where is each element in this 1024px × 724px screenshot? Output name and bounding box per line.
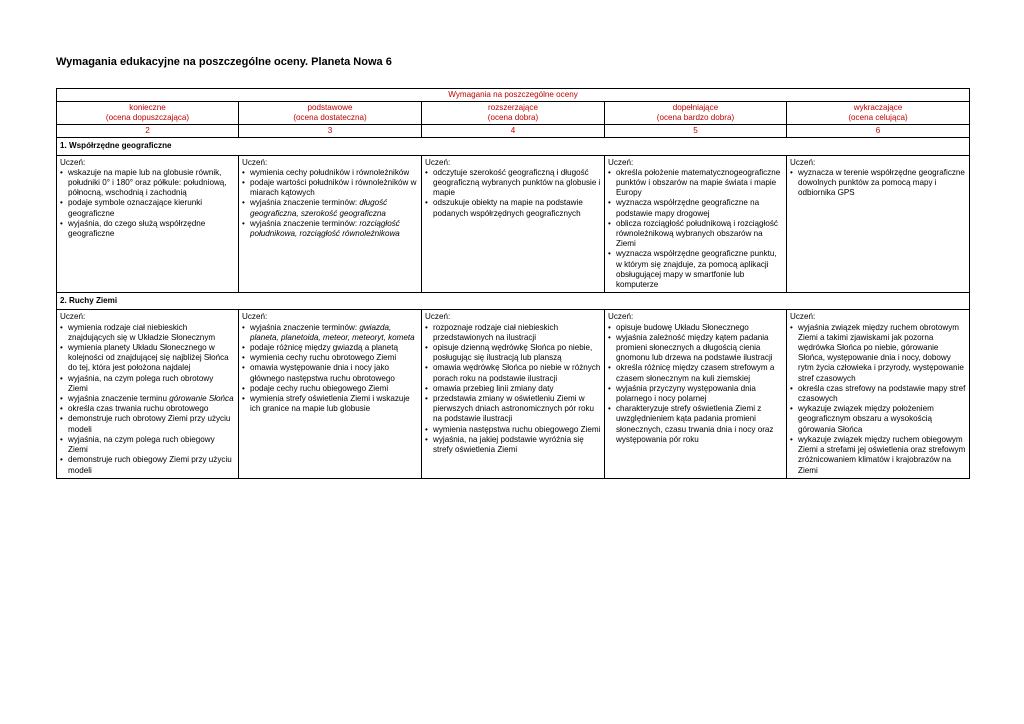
item-text: wykazuje związek między ruchem obiegowym Ziemi a strefami jej oświetlenia oraz strefowym zróżnicowaniem klimatów i krajobrazów na Ziemi xyxy=(798,434,966,475)
list-item xyxy=(425,394,601,425)
item-text: wymienia cechy ruchu obrotowego Ziemi xyxy=(250,353,397,363)
item-text: odszukuje obiekty na mapie na podstawie podanych współrzędnych geograficznych xyxy=(433,198,583,218)
cell-intro: Uczeń: xyxy=(60,312,86,322)
level-name: wykraczające xyxy=(853,103,903,113)
requirements-cell xyxy=(605,155,787,293)
requirements-list xyxy=(790,323,966,476)
cell-intro: Uczeń: xyxy=(790,312,816,322)
item-text: opisuje budowę Układu Słonecznego xyxy=(616,322,749,332)
item-text: demonstruje ruch obiegowy Ziemi przy użyciu modeli xyxy=(68,455,232,475)
item-text: wyznacza w terenie współrzędne geograficzne dowolnych punktów za pomocą mapy i odbiornika GPS xyxy=(798,167,965,198)
document-title: Wymagania edukacyjne na poszczególne oceny. Planeta Nowa 6 xyxy=(56,56,392,68)
grade-number: 6 xyxy=(787,125,970,138)
requirements-row xyxy=(57,310,970,478)
list-item xyxy=(608,384,783,404)
level-name: konieczne xyxy=(129,103,166,113)
list-item xyxy=(608,323,783,333)
list-item xyxy=(60,414,235,434)
list-item xyxy=(242,384,418,394)
item-text: podaje wartości południków i równoleżników w miarach kątowych xyxy=(250,178,417,198)
item-text: wyjaśnia zależność między kątem padania promieni słonecznych a długością cienia gnomonu lub drzewa na podstawie ilustracji xyxy=(616,332,773,363)
list-item xyxy=(60,455,235,475)
item-text: wyjaśnia związek między ruchem obrotowym Ziemi a takimi zjawiskami jak pozorna wędrówka Słońca po niebie, górowanie Słońca, występowanie dnia i nocy, dobowy rytm życia człowieka i przyrody, występowanie stref czasowych xyxy=(798,322,964,383)
item-text: wyjaśnia znaczenie terminów: xyxy=(250,198,358,208)
list-item xyxy=(608,333,783,364)
requirements-cell xyxy=(787,155,970,293)
grade-number: 4 xyxy=(422,125,605,138)
list-item xyxy=(60,198,235,218)
list-item xyxy=(608,363,783,383)
level-grade: (ocena bardzo dobra) xyxy=(656,113,735,123)
level-name: rozszerzające xyxy=(488,103,538,113)
section-title-row xyxy=(57,293,970,310)
item-text: wymienia cechy południków i równoleżników xyxy=(250,167,410,177)
item-text: oblicza rozciągłość południkową i rozciągłość równoleżnikową wybranych obszarów na Ziemi xyxy=(616,218,778,249)
item-text: wymienia następstwa ruchu obiegowego Ziemi xyxy=(433,424,601,434)
level-name: dopełniające xyxy=(672,103,719,113)
requirements-cell xyxy=(787,310,970,478)
list-item xyxy=(790,384,966,404)
item-text: wyjaśnia znaczenie terminów: xyxy=(250,218,358,228)
requirements-list xyxy=(608,323,783,445)
list-item xyxy=(425,384,601,394)
list-item xyxy=(425,425,601,435)
list-item xyxy=(242,394,418,414)
item-text: określa różnicę między czasem strefowym a czasem słonecznym na kuli ziemskiej xyxy=(616,363,775,383)
item-text: wyjaśnia znaczenie terminów: xyxy=(250,322,358,332)
cell-intro: Uczeń: xyxy=(790,157,816,167)
item-text: demonstruje ruch obrotowy Ziemi przy użyciu modeli xyxy=(68,414,231,434)
list-item xyxy=(790,435,966,476)
requirements-list xyxy=(608,168,783,290)
list-item xyxy=(60,394,235,404)
cell-intro: Uczeń: xyxy=(425,157,451,167)
level-grade: (ocena celująca) xyxy=(848,113,908,123)
requirements-list xyxy=(242,168,418,239)
cell-intro: Uczeń: xyxy=(242,312,268,322)
item-text: wymienia rodzaje ciał niebieskich znajdujących się w Układzie Słonecznym xyxy=(68,322,216,342)
item-text: odczytuje szerokość geograficzną i długość geograficzną wybranych punktów na globusie i mapie xyxy=(433,167,601,198)
item-italic-text: górowanie Słońca xyxy=(169,394,234,404)
requirements-cell xyxy=(57,310,239,478)
level-header-cell xyxy=(787,102,970,125)
list-item xyxy=(242,198,418,218)
list-item xyxy=(242,353,418,363)
item-text: podaje cechy ruchu obiegowego Ziemi xyxy=(250,383,389,393)
level-header-cell xyxy=(422,102,605,125)
item-text: podaje symbole oznaczające kierunki geograficzne xyxy=(68,198,203,218)
cell-intro: Uczeń: xyxy=(608,312,634,322)
cell-intro: Uczeń: xyxy=(425,312,451,322)
list-item xyxy=(242,168,418,178)
list-item xyxy=(60,168,235,199)
section-title: 2. Ruchy Ziemi xyxy=(57,293,970,310)
list-item xyxy=(608,404,783,445)
item-text: wyjaśnia, na czym polega ruch obrotowy Ziemi xyxy=(68,373,214,393)
grade-number: 2 xyxy=(57,125,239,138)
item-text: omawia występowanie dnia i nocy jako głównego następstwa ruchu obrotowego xyxy=(250,363,395,383)
item-text: wymienia planety Układu Słonecznego w kolejności od znajdującej się najbliżej Słońca do tej, która jest położona najdalej xyxy=(68,343,229,373)
cell-intro: Uczeń: xyxy=(242,157,268,167)
section-title-row xyxy=(57,138,970,155)
requirements-list xyxy=(242,323,418,415)
item-text: określa położenie matematycznogeograficzne punktów i obszarów na mapie świata i mapie Europy xyxy=(616,167,781,198)
grade-number: 3 xyxy=(239,125,422,138)
list-item xyxy=(242,343,418,353)
requirements-list xyxy=(790,168,966,199)
requirements-table-body xyxy=(57,89,970,479)
list-item xyxy=(425,168,601,199)
levels-row xyxy=(57,102,970,125)
item-text: wyjaśnia, do czego służą współrzędne geograficzne xyxy=(68,218,206,239)
list-item xyxy=(242,363,418,383)
cell-intro: Uczeń: xyxy=(60,157,86,167)
requirements-list xyxy=(425,323,601,456)
section-title: 1. Współrzędne geograficzne xyxy=(57,138,970,155)
list-item xyxy=(425,198,601,218)
list-item xyxy=(608,219,783,250)
level-header-cell xyxy=(605,102,787,125)
item-text: omawia przebieg linii zmiany daty xyxy=(433,383,554,393)
list-item xyxy=(60,343,235,374)
level-grade: (ocena dostateczna) xyxy=(293,113,367,123)
list-item xyxy=(425,323,601,343)
level-header-cell xyxy=(57,102,239,125)
item-italic-text: długość geograficzna, szerokość geograficzna xyxy=(250,198,388,218)
item-text: wyjaśnia, na czym polega ruch obiegowy Ziemi xyxy=(68,434,215,455)
list-item xyxy=(60,435,235,455)
item-text: wyjaśnia, na jakiej podstawie wyróżnia się strefy oświetlenia Ziemi xyxy=(433,434,584,455)
grade-numbers-row xyxy=(57,125,970,138)
item-text: wyjaśnia znaczenie terminu xyxy=(68,394,167,404)
list-item xyxy=(60,404,235,414)
item-text: wykazuje związek między położeniem geograficznym obszaru a wysokością górowania Słońca xyxy=(798,404,934,434)
list-item xyxy=(60,323,235,343)
list-item xyxy=(790,168,966,199)
requirements-list xyxy=(60,323,235,476)
requirements-cell xyxy=(422,155,605,293)
list-item xyxy=(242,323,418,343)
item-text: określa czas trwania ruchu obrotowego xyxy=(68,404,209,414)
item-text: omawia wędrówkę Słońca po niebie w różnych porach roku na podstawie ilustracji xyxy=(433,363,601,383)
item-text: wyjaśnia przyczyny występowania dnia polarnego i nocy polarnej xyxy=(616,383,756,404)
item-text: określa czas strefowy na podstawie mapy stref czasowych xyxy=(798,383,966,404)
requirements-list xyxy=(425,168,601,219)
level-header-cell xyxy=(239,102,422,125)
list-item xyxy=(608,198,783,218)
level-name: podstawowe xyxy=(307,103,353,113)
requirements-cell xyxy=(239,155,422,293)
list-item xyxy=(242,178,418,198)
list-item xyxy=(608,249,783,290)
table-title-row xyxy=(57,89,970,102)
level-grade: (ocena dopuszczająca) xyxy=(105,113,190,123)
list-item xyxy=(60,374,235,394)
item-text: wyznacza współrzędne geograficzne punktu, w którym się znajduje, za pomocą aplikacji obsługującej mapy w smartfonie lub komputerze xyxy=(616,249,777,290)
requirements-cell xyxy=(605,310,787,478)
list-item xyxy=(608,168,783,199)
item-text: przedstawia zmiany w oświetleniu Ziemi w pierwszych dniach astronomicznych pór roku na podstawie ilustracji xyxy=(433,394,595,424)
item-italic-text: gwiazda, planeta, planetoida, meteor, meteoryt, kometa xyxy=(250,322,415,342)
item-text: opisuje dzienną wędrówkę Słońca po niebie, posługując się ilustracją lub planszą xyxy=(433,343,593,363)
requirements-cell xyxy=(239,310,422,478)
item-text: wskazuje na mapie lub na globusie równik, południki 0° i 180° oraz półkule: południową, północną, wschodnią i zachodnią xyxy=(68,167,227,198)
requirements-table xyxy=(56,88,970,479)
list-item xyxy=(425,343,601,363)
requirements-list xyxy=(60,168,235,239)
item-text: charakteryzuje strefy oświetlenia Ziemi z uwzględnieniem kąta padania promieni słonecznych, czasu trwania dnia i nocy oraz występowania pór roku xyxy=(616,404,774,444)
requirements-cell xyxy=(57,155,239,293)
table-title: Wymagania na poszczególne oceny xyxy=(57,89,970,102)
item-text: wymienia strefy oświetlenia Ziemi i wskazuje ich granice na mapie lub globusie xyxy=(250,394,410,414)
list-item xyxy=(242,219,418,239)
item-italic-text: rozciągłość południkowa, rozciągłość równoleżnikowa xyxy=(250,218,400,239)
level-grade: (ocena dobra) xyxy=(487,113,539,123)
list-item xyxy=(425,435,601,455)
list-item xyxy=(790,404,966,435)
requirements-cell xyxy=(422,310,605,478)
grade-number: 5 xyxy=(605,125,787,138)
item-text: podaje różnicę między gwiazdą a planetą xyxy=(250,343,399,353)
item-text: wyznacza współrzędne geograficzne na podstawie mapy drogowej xyxy=(616,198,760,218)
list-item xyxy=(425,363,601,383)
cell-intro: Uczeń: xyxy=(608,157,634,167)
list-item xyxy=(790,323,966,384)
item-text: rozpoznaje rodzaje ciał niebieskich przedstawionych na ilustracji xyxy=(433,322,559,342)
list-item xyxy=(60,219,235,239)
requirements-row xyxy=(57,155,970,293)
